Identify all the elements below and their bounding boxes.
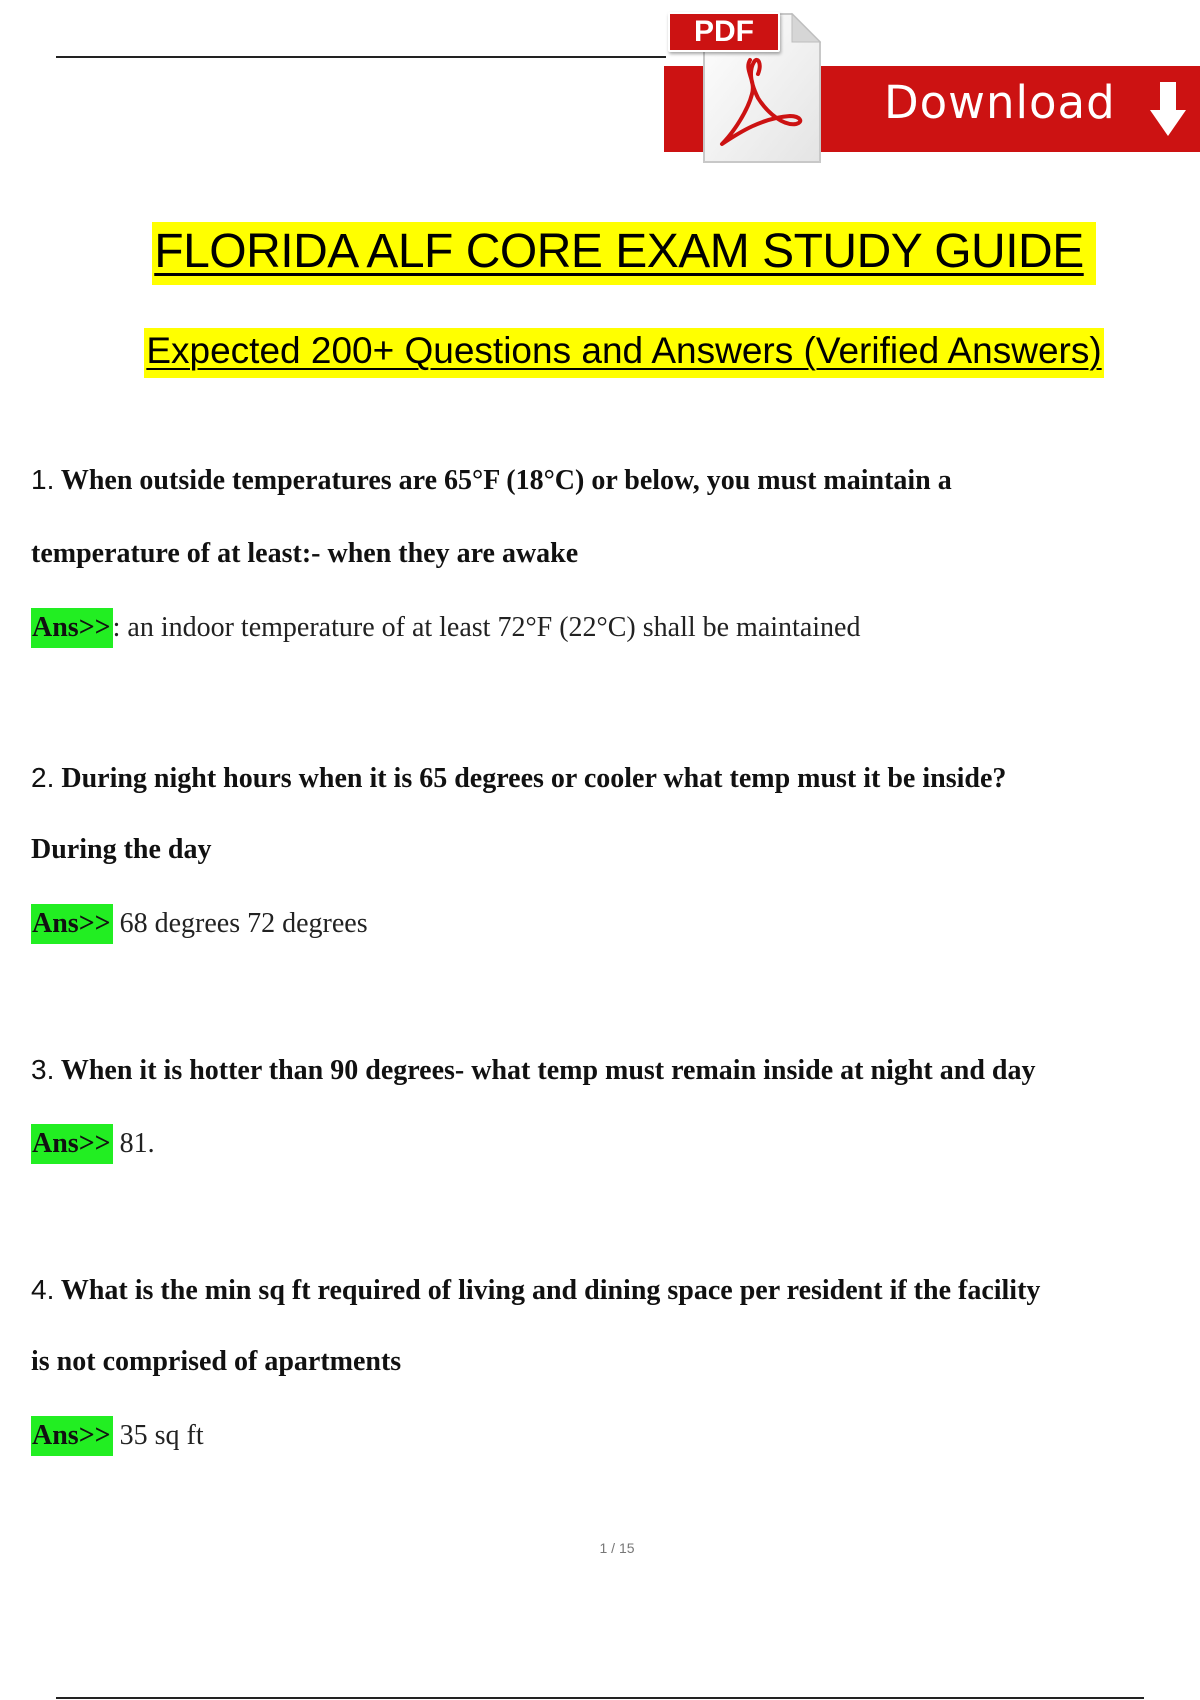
question-text: is not comprised of apartments [31, 1346, 402, 1377]
answer-line [31, 1124, 1181, 1160]
question-text: When it is hotter than 90 degrees- what temp must remain inside at night and day [60, 1055, 1036, 1086]
question-number: 2. [31, 762, 55, 793]
question-line [31, 832, 1181, 868]
question-line [31, 1052, 1181, 1088]
page-indicator: 1 / 15 [599, 1540, 635, 1556]
answer-text: 68 degrees 72 degrees [112, 908, 368, 939]
document-subtitle: Expected 200+ Questions and Answers (Verified Answers) [144, 328, 1103, 378]
answer-label: Ans>> [31, 904, 113, 944]
question-number: 4. [31, 1274, 55, 1305]
download-arrow-icon [1148, 80, 1188, 138]
answer-text: 81. [112, 1128, 155, 1159]
answer-label: Ans>> [31, 608, 113, 648]
document-title: FLORIDA ALF CORE EXAM STUDY GUIDE [152, 222, 1095, 285]
pdf-label-tag: PDF [668, 12, 780, 52]
question-text: What is the min sq ft required of living and dining space per resident if the facility [60, 1275, 1041, 1306]
answer-label: Ans>> [31, 1416, 113, 1456]
question-item-2 [31, 760, 1181, 940]
question-text: temperature of at least:- when they are awake [31, 538, 579, 569]
question-item-4 [31, 1272, 1181, 1452]
question-line [31, 536, 1181, 572]
download-label: Download [884, 76, 1116, 129]
answer-text: 35 sq ft [112, 1420, 204, 1451]
question-item-3 [31, 1052, 1181, 1160]
answer-label: Ans>> [31, 1124, 113, 1164]
answer-line [31, 1416, 1181, 1452]
footer-rule [56, 1697, 1144, 1699]
question-text: When outside temperatures are 65°F (18°C) or below, you must maintain a [60, 465, 952, 496]
title-row [0, 222, 1200, 285]
question-line [31, 1344, 1181, 1380]
header-rule [56, 56, 666, 58]
question-line [31, 462, 1181, 498]
question-line [31, 1272, 1181, 1308]
question-item-1 [31, 462, 1181, 644]
subtitle-row [0, 328, 1200, 378]
answer-line [31, 608, 1181, 644]
answer-text: : an indoor temperature of at least 72°F (22°C) shall be maintained [112, 612, 861, 643]
question-text: During the day [31, 834, 212, 865]
question-number: 1. [31, 464, 55, 495]
answer-line [31, 904, 1181, 940]
question-number: 3. [31, 1054, 55, 1085]
question-line [31, 760, 1181, 796]
question-text: During night hours when it is 65 degrees or cooler what temp must it be inside? [61, 763, 1007, 794]
